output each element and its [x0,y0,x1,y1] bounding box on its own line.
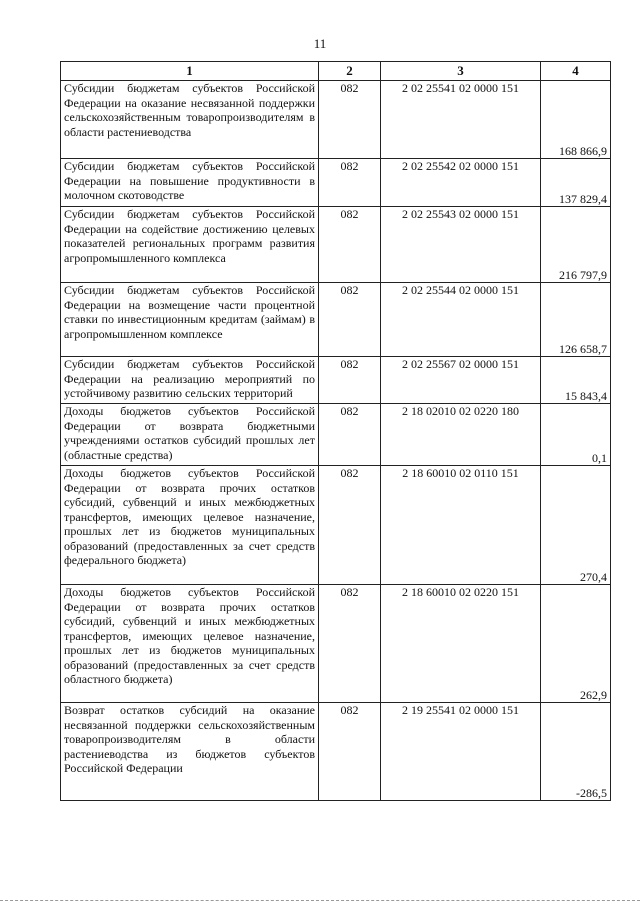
column-header-3: 3 [381,62,541,81]
column-header-1: 1 [61,62,319,81]
revenue-name: Доходы бюджетов субъектов Российской Федерации от возврата бюджетными учреждениями остатков субсидий прошлых лет (областные средства) [61,404,319,466]
admin-code: 082 [319,404,381,466]
table-row [61,207,611,283]
admin-code: 082 [319,207,381,283]
table-row [61,283,611,357]
admin-code: 082 [319,159,381,207]
admin-code: 082 [319,466,381,585]
column-header-4: 4 [541,62,611,81]
budget-code: 2 02 25541 02 0000 151 [381,81,541,159]
revenue-name: Доходы бюджетов субъектов Российской Федерации от возврата прочих остатков субсидий, субвенций и иных межбюджетных трансфертов, имеющих целевое назначение, прошлых лет из бюджетов муниципальных образований (предоставленных за счет средств федерального бюджета) [61,466,319,585]
table-row [61,404,611,466]
revenue-name: Доходы бюджетов субъектов Российской Федерации от возврата прочих остатков субсидий, субвенций и иных межбюджетных трансфертов, имеющих целевое назначение, прошлых лет из бюджетов муниципальных образований (предоставленных за счет средств областного бюджета) [61,585,319,703]
revenue-name: Возврат остатков субсидий на оказание несвязанной поддержки сельскохозяйственным товаропроизводителям в области растениеводства из бюджетов субъектов Российской Федерации [61,703,319,801]
revenue-name: Субсидии бюджетам субъектов Российской Федерации на содействие достижению целевых показателей региональных программ развития агропромышленного комплекса [61,207,319,283]
amount: 126 658,7 [541,283,611,357]
table-row [61,703,611,801]
budget-code: 2 18 60010 02 0220 151 [381,585,541,703]
page-number: 11 [313,36,327,51]
table-row [61,159,611,207]
revenue-name: Субсидии бюджетам субъектов Российской Федерации на реализацию мероприятий по устойчивому развитию сельских территорий [61,357,319,404]
admin-code: 082 [319,357,381,404]
revenue-name: Субсидии бюджетам субъектов Российской Федерации на оказание несвязанной поддержки сельскохозяйственным товаропроизводителям в области растениеводства [61,81,319,159]
budget-code: 2 18 60010 02 0110 151 [381,466,541,585]
admin-code: 082 [319,703,381,801]
amount: 216 797,9 [541,207,611,283]
budget-code: 2 18 02010 02 0220 180 [381,404,541,466]
admin-code: 082 [319,283,381,357]
amount: 270,4 [541,466,611,585]
table-row [61,81,611,159]
amount: 137 829,4 [541,159,611,207]
column-header-2: 2 [319,62,381,81]
budget-code: 2 02 25567 02 0000 151 [381,357,541,404]
budget-code: 2 02 25542 02 0000 151 [381,159,541,207]
budget-code: 2 19 25541 02 0000 151 [381,703,541,801]
revenue-table [60,61,611,801]
table-row [61,585,611,703]
table-row [61,357,611,404]
amount: -286,5 [541,703,611,801]
scan-edge-divider [0,900,640,902]
admin-code: 082 [319,585,381,703]
table-header-row [61,62,611,81]
revenue-name: Субсидии бюджетам субъектов Российской Федерации на возмещение части процентной ставки по инвестиционным кредитам (займам) в агропромышленном комплексе [61,283,319,357]
budget-code: 2 02 25544 02 0000 151 [381,283,541,357]
admin-code: 082 [319,81,381,159]
revenue-name: Субсидии бюджетам субъектов Российской Федерации на повышение продуктивности в молочном скотоводстве [61,159,319,207]
amount: 262,9 [541,585,611,703]
amount: 168 866,9 [541,81,611,159]
budget-code: 2 02 25543 02 0000 151 [381,207,541,283]
amount: 0,1 [541,404,611,466]
table-row [61,466,611,585]
amount: 15 843,4 [541,357,611,404]
